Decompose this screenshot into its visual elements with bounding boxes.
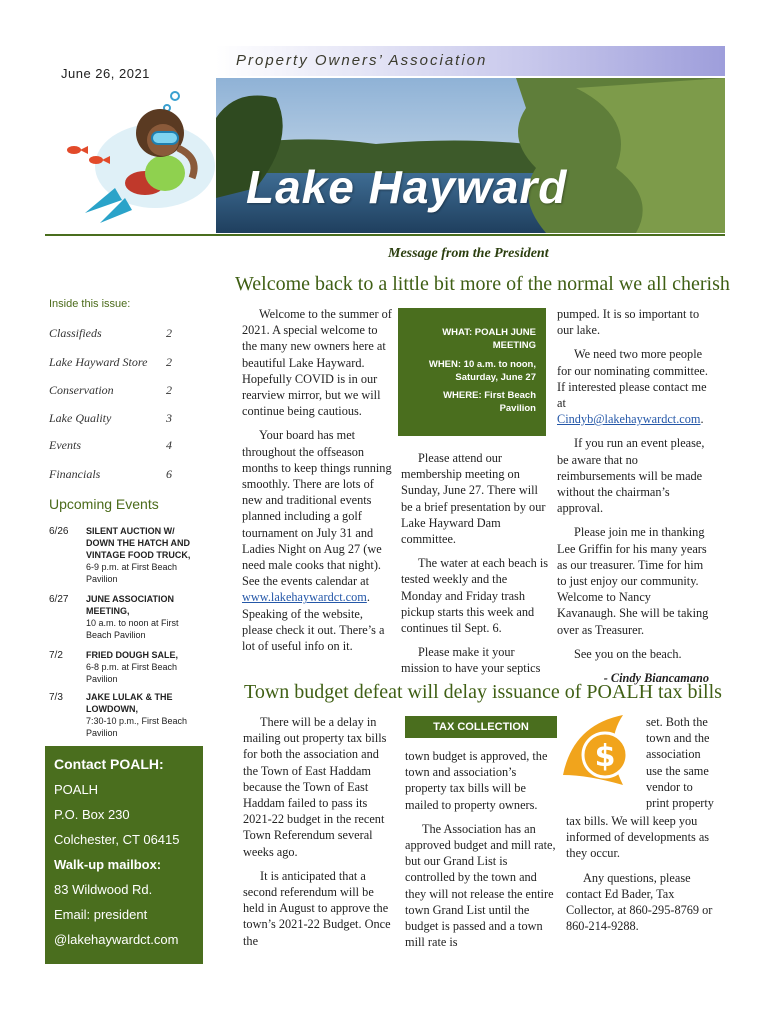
paragraph: We need two more people for our nominating committee. If interested please contact me at Cindyb@lakehaywardct.com. <box>557 347 708 427</box>
toc-item-page: 4 <box>166 438 172 452</box>
paragraph: The water at each beach is tested weekly and the Monday and Friday trash pickup starts this week and continues til Sept. 6. <box>401 556 549 636</box>
paragraph: The Association has an approved budget and mill rate, but our Grand List is controlled by the town and they will not release the entire town Grand List until the budget is passed and a town mill rate is <box>405 821 556 950</box>
meeting-where: WHERE: First Beach Pavilion <box>443 390 536 414</box>
email-link[interactable]: Cindyb@lakehaywardct.com <box>557 412 701 427</box>
contact-city: Colchester, CT 06415 <box>54 832 180 847</box>
president-headline: Welcome back to a little bit more of the normal we all cherish <box>235 273 730 295</box>
paragraph-text: Your board has met throughout the offseason months to keep things running smoothly. There are lots of new and traditional events planned including a golf tournament on July 31 and Ladies Night on Aug 27 (we need male cooks that night). See the events calendar at <box>242 428 392 589</box>
contact-po-box: P.O. Box 230 <box>54 807 130 822</box>
paragraph: It is anticipated that a second referendum will be held in August to approve the town’s 2021-22 Budget. Once the <box>243 868 391 948</box>
toc-item-page: 6 <box>166 467 172 481</box>
event-title: JUNE ASSOCIATION MEETING, <box>86 594 175 616</box>
contact-email-line1: Email: president <box>54 907 148 922</box>
paragraph: pumped. It is so important to our lake. <box>557 307 700 338</box>
toc-item-page: 2 <box>166 383 172 397</box>
issue-date: June 26, 2021 <box>61 66 150 81</box>
toc-item-page: 2 <box>166 355 172 369</box>
paragraph: There will be a delay in mailing out property tax bills for both the association and the Town of East Haddam because the Town of East Haddam failed to pass its 2021-22 budget in the recent Town Referendum several weeks ago. <box>243 715 387 859</box>
event-item <box>86 593 201 641</box>
event-detail: 6-8 p.m. at First Beach Pavilion <box>86 662 178 684</box>
section-subtitle: Message from the President <box>388 246 549 261</box>
tax-headline: Town budget defeat will delay issuance of POALH tax bills <box>244 681 722 703</box>
event-date: 6/27 <box>49 594 69 605</box>
association-name: Property Owners’ Association <box>236 52 488 69</box>
contact-title: Contact POALH: <box>54 756 164 772</box>
tax-column-1 <box>243 714 396 957</box>
header-divider <box>45 234 725 236</box>
toc-item-title: Classifieds <box>49 326 102 340</box>
paragraph: Please join me in thanking Lee Griffin for his many years as our treasurer. Time for him to just enjoy our community. Welcome to Nancy Kavanaugh. She will be taking over as Treasurer. <box>557 525 709 637</box>
event-detail: 7:30-10 p.m., First Beach Pavilion <box>86 716 188 738</box>
toc-item-page: 3 <box>166 411 172 425</box>
contact-walkup-label: Walk-up mailbox: <box>54 857 162 872</box>
paragraph-text: . Speaking of the website, please check it out. There’s a lot of useful info on it. <box>242 590 385 654</box>
paragraph: Please make it your mission to have your septics <box>401 645 541 676</box>
contact-box <box>45 746 203 964</box>
paragraph: town budget is approved, the town and association’s property tax bills will be mailed to property owners. <box>405 749 548 812</box>
tax-column-3 <box>566 813 718 942</box>
paragraph: Welcome to the summer of 2021. A special welcome to the many new owners here at beautiful Lake Hayward. Hopefully COVID is in our rearview mirror, but we will continue being cautious. <box>242 307 392 419</box>
event-title: SILENT AUCTION W/ DOWN THE HATCH AND VINTAGE FOOD TRUCK, <box>86 526 191 560</box>
paragraph-text: We need two more people for our nominating committee. If interested please contact me at <box>557 347 708 411</box>
paragraph: See you on the beach. <box>574 646 682 661</box>
paragraph: Please attend our membership meeting on Sunday, June 27. There will be a brief presentation by our Lake Hayward Dam committee. <box>401 451 546 547</box>
paragraph: tax bills. We will keep you informed of developments as they occur. <box>566 814 710 861</box>
toc-item-title: Lake Hayward Store <box>49 355 148 369</box>
event-item <box>86 649 201 685</box>
toc-item-page: 2 <box>166 326 172 340</box>
toc-item-title: Financials <box>49 467 101 481</box>
president-column-1 <box>242 306 392 662</box>
paragraph: set. Both the town and the association use the same vendor to print property <box>646 715 714 811</box>
meeting-what: WHAT: POALH JUNE MEETING <box>442 327 536 351</box>
event-date: 7/3 <box>49 692 63 703</box>
contact-walkup-address: 83 Wildwood Rd. <box>54 882 153 897</box>
contact-email-line2: @lakehaywardct.com <box>54 932 179 947</box>
event-item <box>86 691 201 739</box>
website-link[interactable]: www.lakehaywardct.com <box>242 590 367 605</box>
dollar-coin-icon <box>563 715 643 795</box>
snorkel-kid-illustration <box>60 88 220 228</box>
event-item <box>86 525 201 585</box>
upcoming-events-title: Upcoming Events <box>49 496 159 512</box>
signature: - Cindy Biancamano <box>603 671 709 686</box>
paragraph: Any questions, please contact Ed Bader, Tax Collector, at 860-295-8769 or 860-214-9288. <box>566 870 713 934</box>
paragraph: If you run an event please, be aware that no reimbursements will be made without the chairman’s approval. <box>557 436 705 516</box>
event-detail: 10 a.m. to noon at First Beach Pavilion <box>86 618 179 640</box>
president-column-2 <box>401 450 549 685</box>
toc-item-title: Events <box>49 438 81 452</box>
svg-text:$: $ <box>594 739 616 774</box>
event-title: FRIED DOUGH SALE, <box>86 650 179 660</box>
paragraph <box>242 427 392 654</box>
tax-column-2 <box>405 748 558 958</box>
event-date: 7/2 <box>49 650 63 661</box>
president-column-3 <box>557 306 709 694</box>
meeting-when: WHEN: 10 a.m. to noon, Saturday, June 27 <box>428 359 536 383</box>
meeting-box <box>398 308 546 436</box>
masthead-title: Lake Hayward <box>246 161 568 213</box>
tax-collection-label: TAX COLLECTION <box>405 716 557 738</box>
event-detail: 6-9 p.m. at First Beach Pavilion <box>86 562 178 584</box>
contact-name: POALH <box>54 782 99 797</box>
toc-item-title: Conservation <box>49 383 114 397</box>
event-date: 6/26 <box>49 526 69 537</box>
event-title: JAKE LULAK & THE LOWDOWN, <box>86 692 173 714</box>
inside-issue-title: Inside this issue: <box>49 298 131 310</box>
tax-column-3-wrap <box>646 714 716 819</box>
toc-item-title: Lake Quality <box>49 411 112 425</box>
